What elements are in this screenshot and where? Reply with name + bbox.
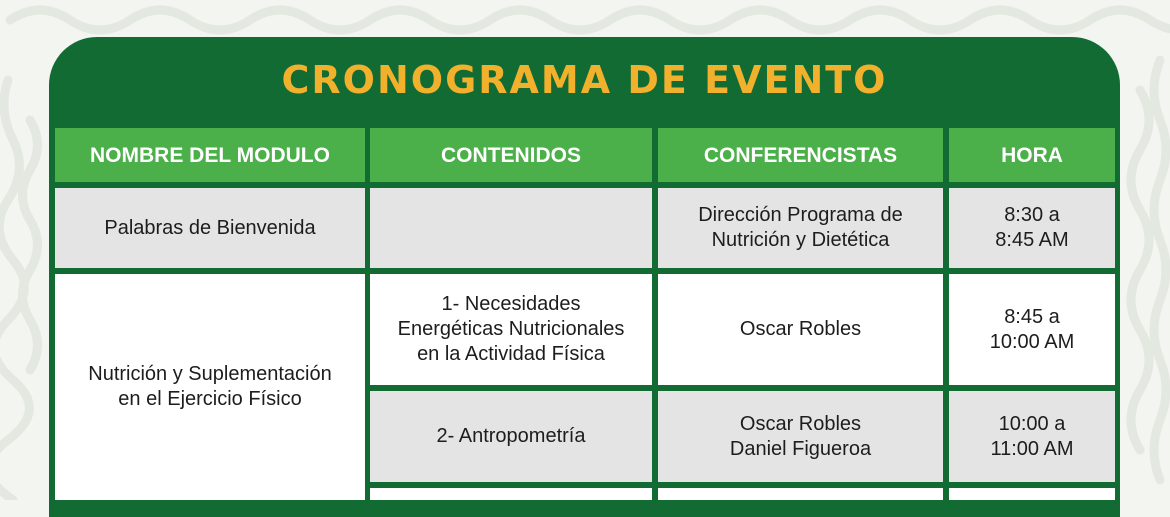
- row-1-hora-end: 8:45 AM: [995, 229, 1069, 251]
- row-2-hora-start: 8:45 a: [1004, 305, 1060, 328]
- row-2-conferencistas: [658, 274, 943, 385]
- row-1-contenido: [370, 188, 652, 268]
- header-conferencistas: CONFERENCISTAS: [658, 128, 943, 182]
- row-4-contenido: [370, 488, 652, 500]
- row-2-modulo-line-2: en el Ejercicio Físico: [118, 388, 302, 410]
- row-3-contenido-line-1: 2- Antropometría: [436, 425, 586, 447]
- header-modulo: NOMBRE DEL MODULO: [55, 128, 365, 182]
- row-4-conferencistas: [658, 488, 943, 500]
- row-2-contenido-line-1: 1- Necesidades: [441, 293, 581, 315]
- row-1-hora-start: 8:30 a: [1004, 204, 1060, 226]
- row-2-contenido-line-2: Energéticas Nutricionales: [397, 318, 625, 340]
- row-2-hora-end: 10:00 AM: [989, 330, 1075, 353]
- row-1-modulo-text: Palabras de Bienvenida: [104, 216, 316, 239]
- row-2-modulo-line-1: Nutrición y Suplementación: [88, 363, 332, 385]
- row-2-contenido-line-3: en la Actividad Física: [417, 343, 605, 365]
- row-3-conferencistas-line-2: Daniel Figueroa: [729, 437, 872, 460]
- row-1-conferencistas-line-1: Dirección Programa de: [698, 204, 903, 226]
- row-3-hora-start: 10:00 a: [998, 412, 1066, 435]
- row-1-conferencistas: [658, 188, 943, 268]
- row-2-contenido: [370, 274, 652, 385]
- row-3-conferencistas-line-1: Oscar Robles: [739, 412, 862, 435]
- header-hora: HORA: [949, 128, 1115, 182]
- row-1-hora: [949, 188, 1115, 268]
- row-3-hora: [949, 391, 1115, 482]
- row-2-hora: [949, 274, 1115, 385]
- row-3-conferencistas: [658, 391, 943, 482]
- header-contenidos: CONTENIDOS: [370, 128, 652, 182]
- row-2-modulo: [55, 274, 365, 500]
- schedule-title: CRONOGRAMA DE EVENTO: [281, 58, 888, 102]
- row-1-modulo: [55, 188, 365, 268]
- row-1-conferencistas-line-2: Nutrición y Dietética: [711, 229, 890, 251]
- row-4-hora: [949, 488, 1115, 500]
- row-3-hora-end: 11:00 AM: [990, 437, 1074, 460]
- row-2-conferencistas-line-1: Oscar Robles: [739, 318, 862, 340]
- row-3-contenido: [370, 391, 652, 482]
